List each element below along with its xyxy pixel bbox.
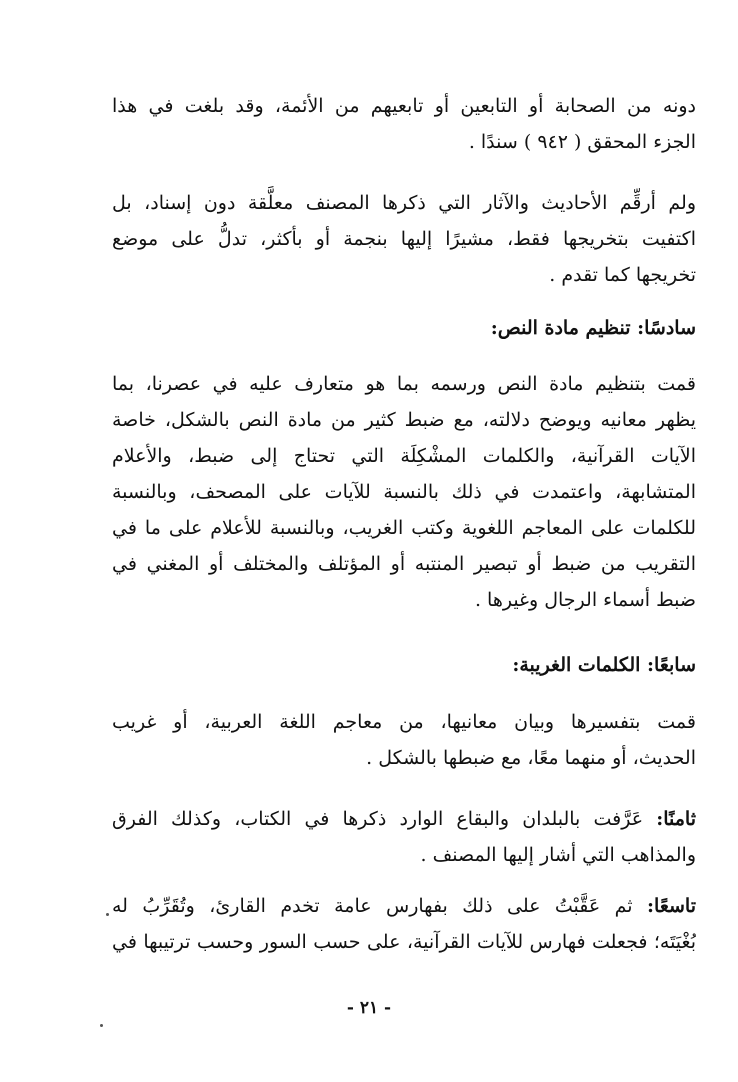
scan-speck (100, 1024, 103, 1027)
text-line: بُغْيَتَه؛ فجعلت فهارس للآيات القرآنية، على حسب السور وحسب ترتيبها في (112, 931, 696, 953)
section-heading-seventh: سابعًا: الكلمات الغريبة: (512, 654, 696, 676)
text-line: ضبط أسماء الرجال وغيرها . (474, 589, 696, 611)
section-lead-ninth: تاسعًا: (647, 895, 696, 917)
text-line: ولم أرقِّم الأحاديث والآثار التي ذكرها المصنف معلَّقة دون إسناد، بل (112, 192, 696, 214)
text-line: قمت بتفسيرها وبيان معانيها، من معاجم اللغة العربية، أو غريب (112, 711, 696, 733)
text-line: الجزء المحقق ( ٩٤٢ ) سندًا . (468, 131, 696, 153)
text-line: المتشابهة، واعتمدت في ذلك بالنسبة للآيات على المصحف، وبالنسبة (112, 481, 696, 503)
section-ninth-line (112, 888, 696, 924)
scan-speck (106, 913, 109, 916)
section-heading-sixth: سادسًا: تنظيم مادة النص: (490, 317, 696, 339)
text-line: التقريب من ضبط أو تبصير المنتبه أو المؤتلف والمختلف أو المغني في (112, 553, 696, 575)
page-number: - ٢١ - (346, 998, 392, 1018)
text-line: تخريجها كما تقدم . (549, 264, 696, 286)
text-line: للكلمات على المعاجم اللغوية وكتب الغريب، وبالنسبة للأعلام على ما في (112, 517, 696, 539)
section-eighth-line (112, 801, 696, 837)
text-line: ثم عَقَّبْتُ على ذلك بفهارس عامة تخدم القارئ، وتُقَرِّبُ له (112, 895, 633, 917)
section-lead-eighth: ثامنًا: (656, 808, 696, 830)
text-line: دونه من الصحابة أو التابعين أو تابعيهم من الأئمة، وقد بلغت في هذا (112, 95, 696, 117)
text-line: الآيات القرآنية، والكلمات المشْكِلَة التي تحتاج إلى ضبط، والأعلام (112, 445, 696, 467)
text-line: والمذاهب التي أشار إليها المصنف . (420, 844, 696, 866)
text-line: اكتفيت بتخريجها فقط، مشيرًا إليها بنجمة أو بأكثر، تدلُّ على موضع (112, 228, 696, 250)
text-line: يظهر معانيه ويوضح دلالته، مع ضبط كثير من مادة النص بالشكل، خاصة (112, 409, 696, 431)
text-line: الحديث، أو منهما معًا، مع ضبطها بالشكل . (366, 747, 696, 769)
text-line: قمت بتنظيم مادة النص ورسمه بما هو متعارف عليه في عصرنا، بما (112, 373, 696, 395)
text-line: عَرَّفت بالبلدان والبقاع الوارد ذكرها في الكتاب، وكذلك الفرق (112, 808, 644, 830)
